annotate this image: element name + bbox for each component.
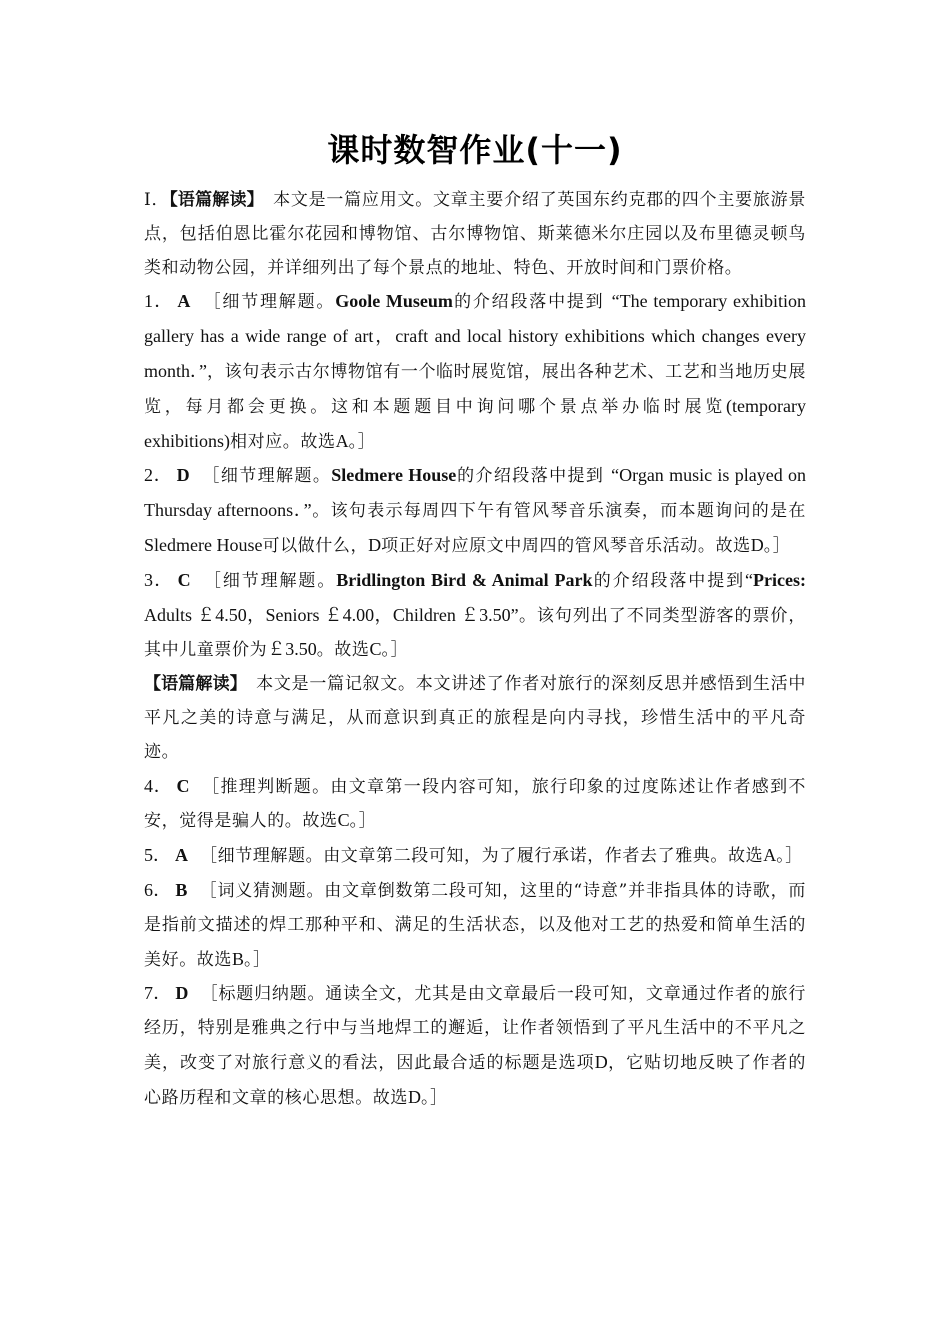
explanation-text: ［细节理解题。由文章第二段可知，为了履行承诺，作者去了雅典。故选	[200, 846, 764, 867]
explanation-text: 。该句表示每周四下午有管风琴音乐演奏，而本题询问的是在	[311, 501, 807, 522]
explanation-text: 的介绍段落中提到	[592, 570, 746, 591]
answer-item-5	[144, 839, 806, 874]
quote-mark: “	[745, 569, 754, 590]
place-name: Goole Museum	[335, 291, 453, 312]
answer-letter: A	[177, 291, 191, 312]
explanation-text: 。］	[776, 846, 803, 867]
explanation-text: ［标题归纳题。通读全文，尤其是由文章最后一段可知，文章通过作者的旅行经历，特别是雅典之行中与当地焊工的邂逅，让作者领悟到了平凡生活中的不平凡之美，改变了对旅行意义的看法，因此最合适的标题是选项	[144, 984, 806, 1073]
answer-item-2	[144, 459, 806, 563]
place-name: Sledmere House	[331, 465, 457, 486]
option-letter: B	[232, 948, 245, 969]
question-number: 7．	[144, 983, 172, 1004]
question-number: 6．	[144, 879, 172, 900]
answer-letter: D	[175, 983, 189, 1004]
explanation-text: ［推理判断题。由文章第一段内容可知，旅行印象的过度陈述让作者感到不安，觉得是骗人的。故选	[144, 776, 806, 832]
question-number: 3．	[144, 569, 174, 590]
price-value: ￡3.50	[267, 639, 317, 660]
explanation-text: 。］	[421, 1087, 448, 1108]
explanation-text: ，该句表示古尔博物馆有一个临时展览馆，展出各种艺术、工艺和当地历史展览，每月都会更换。这和本题题目中询问哪个景点举办临时展览	[144, 361, 806, 417]
answer-letter: C	[176, 775, 190, 796]
explanation-text: 。］	[381, 640, 409, 661]
explanation-text: ［词义猜测题。由文章倒数第二段可知，这里的“诗意”并非指具体的诗歌，而是指前文描述的焊工那种平和、满足的生活状态，以及他对工艺的热爱和简单生活的美好。故选	[144, 880, 807, 970]
quoted-sentence: “The temporary exhibition gallery has a wide range of art，craft and local history exhibitions which changes every month．”	[144, 291, 807, 381]
passage-intro-text: 本文是一篇应用文。文章主要介绍了英国东约克郡的四个主要旅游景点，包括伯恩比霍尔花园和博物馆、古尔博物馆、斯莱德米尔庄园以及布里德灵顿鸟类和动物公园，并详细列出了每个景点的地址、特色、开放时间和门票价格。	[144, 190, 807, 278]
option-letter: C	[337, 810, 350, 831]
quoted-sentence: Adults ￡4.50，Seniors ￡4.00，Children ￡3.50”	[144, 604, 519, 625]
explanation-text: 的介绍段落中提到	[456, 466, 612, 487]
explanation-text: 。该句列出了不同类型游客的票价，其中儿童票价为	[144, 605, 806, 661]
explanation-text: ［细节理解题。	[201, 466, 332, 487]
explanation-text: 的介绍段落中提到	[452, 292, 612, 313]
explanation-text: 。故选	[316, 640, 370, 661]
question-number: 1．	[144, 291, 174, 312]
answer-letter: B	[175, 879, 188, 900]
quoted-sentence: “Organ music is played on Thursday afternoons．”	[144, 465, 807, 521]
place-name: Bridlington Bird & Animal Park	[336, 569, 593, 590]
page-title: 课时数智作业(十一)	[327, 131, 623, 169]
option-letter: D	[408, 1086, 421, 1107]
answer-item-6	[144, 874, 806, 977]
answer-letter: C	[177, 569, 191, 590]
explanation-text: 项正好对应原文中周四的管风琴音乐活动。故选	[381, 535, 751, 556]
question-number: 2．	[144, 465, 173, 486]
explanation-text: 。］	[349, 811, 377, 832]
explanation-text: 相对应。故选	[230, 431, 336, 452]
section-numeral: Ⅰ．	[144, 190, 170, 210]
question-number: 4．	[144, 775, 173, 796]
explanation-text: ［细节理解题。	[202, 570, 337, 591]
option-letter: A	[763, 845, 777, 866]
explanation-text: 。］	[244, 949, 271, 970]
passage-1-summary	[144, 184, 806, 285]
answer-content	[144, 184, 806, 1116]
prices-label: Prices:	[753, 569, 806, 590]
answer-letter: D	[176, 465, 190, 486]
english-term: Sledmere House	[144, 534, 263, 555]
explanation-text: 。］	[763, 535, 791, 556]
option-letter: D	[594, 1051, 608, 1072]
answer-item-7	[144, 977, 806, 1115]
passage-intro-text: 本文是一篇记叙文。本文讲述了作者对旅行的深刻反思并感悟到生活中平凡之美的诗意与满足，从而意识到真正的旅程是向内寻找，珍惜生活中的平凡奇迹。	[144, 674, 806, 762]
answer-item-4	[144, 770, 806, 840]
option-letter: C	[369, 639, 382, 660]
explanation-text: 可以做什么，	[262, 535, 369, 556]
answer-item-1	[144, 285, 806, 459]
explanation-text: ，它贴切地反映了作者的心路历程和文章的核心思想。故选	[144, 1052, 806, 1108]
option-letter: A	[335, 430, 349, 451]
explanation-text: 。］	[348, 431, 376, 452]
option-letter: D	[368, 534, 382, 555]
english-term: (temporary exhibitions)	[144, 395, 806, 451]
explanation-text: ［细节理解题。	[202, 292, 336, 313]
answer-item-3	[144, 564, 806, 668]
passage-analysis-tag: 【语篇解读】	[144, 674, 239, 695]
question-number: 5．	[144, 845, 171, 866]
answer-letter: A	[175, 845, 188, 866]
passage-2-summary	[144, 668, 806, 769]
option-letter: D	[750, 534, 764, 555]
passage-analysis-tag: 【语篇解读】	[169, 190, 256, 210]
